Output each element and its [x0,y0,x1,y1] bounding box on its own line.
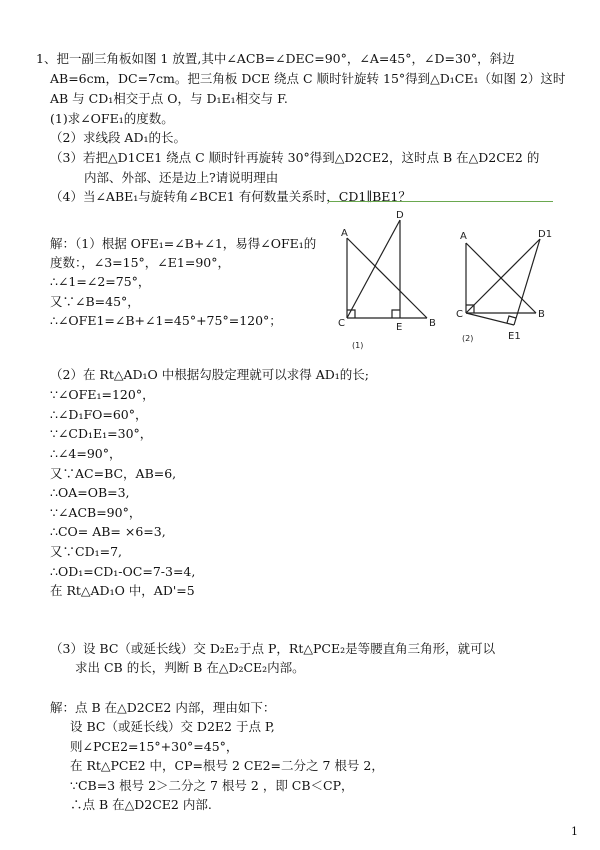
fig2-line-ce1 [466,313,514,325]
sol3-line-3: 解：点 B 在△D2CE2 内部，理由如下： [50,700,276,715]
sol3-line-4: 设 BC（或延长线）交 D2E2 于点 P, [70,719,275,734]
fig2-label-d1: D1 [538,229,553,240]
sol2-line-4: ∵∠CD₁E₁=30°， [50,426,153,441]
question-3-a: （3）若把△D1CE1 绕点 C 顺时针再旋转 30°得到△D2CE2，这时点 B 在△D2CE2 的 [50,150,540,165]
fig2-label-b: B [538,309,545,320]
fig1-line-dc [347,220,400,318]
problem-line-3: AB 与 CD₁相交于点 O，与 D₁E₁相交与 F. [50,91,288,106]
sol1-line-2: 度数：，∠3=15°，∠E1=90°， [50,255,230,270]
problem-line-2: AB=6cm，DC=7cm。把三角板 DCE 绕点 C 顺时针旋转 15°得到△D₁CE₁（如图 2）这时 [50,71,566,86]
question-2: （2）求线段 AD₁的长。 [50,130,186,145]
fig1-label-e: E [396,322,403,333]
sol3-line-5: 则∠PCE2=15°+30°=45°， [70,739,239,754]
sol2-line-6: 又∵AC=BC，AB=6, [50,466,177,481]
fig1-label-a: A [341,228,348,239]
problem-line-1: 1、把一副三角板如图 1 放置,其中∠ACB=∠DEC=90°，∠A=45°，∠D=30°，斜边 [36,51,515,66]
sol2-line-12: 在 Rt△AD₁O 中，AD'=5 [50,583,195,598]
accent-divider [328,201,553,202]
sol3-line-7: ∵CB=3 根号 2＞二分之 7 根号 2 ，即 CB＜CP， [70,778,354,793]
sol2-line-3: ∴∠D₁FO=60°， [50,407,148,422]
fig2-label-e1: E1 [508,331,521,342]
sol3-line-8: ∴点 B 在△D2CE2 内部. [70,797,212,812]
sol2-line-2: ∵∠OFE₁=120°， [50,387,155,402]
sol2-line-1: （2）在 Rt△AD₁O 中根据勾股定理就可以求得 AD₁的长; [50,367,370,382]
sol3-line-2: 求出 CB 的长，判断 B 在△D₂CE₂内部。 [75,660,305,675]
sol2-line-5: ∴∠4=90°， [50,446,122,461]
question-1: (1)求∠OFE₁的度数。 [50,111,174,126]
sol2-line-8: ∵∠ACB=90°， [50,505,142,520]
figure-1 [332,208,442,358]
sol2-line-7: ∴OA=OB=3, [50,485,130,500]
question-4: （4）当∠ABE₁与旋转角∠BCE1 有何数量关系时，CD1∥BE1？ [50,189,411,204]
page-number: 1 [571,825,578,838]
sol3-line-6: 在 Rt△PCE2 中，CP=根号 2 CE2=二分之 7 根号 2， [70,758,384,773]
fig2-caption: (2) [462,334,474,343]
sol1-line-1: 解：（1）根据 OFE₁=∠B+∠1，易得∠OFE₁的 [50,236,317,251]
sol1-line-3: ∴∠1=∠2=75°， [50,274,151,289]
sol2-line-9: ∴CO= AB= ×6=3, [50,524,166,539]
sol2-line-11: ∴OD₁=CD₁-OC=7-3=4, [50,564,196,579]
sol1-line-4: 又∵∠B=45°， [50,294,140,309]
fig1-line-ab [347,238,427,318]
fig2-label-c: C [456,309,463,320]
fig1-label-b: B [429,318,436,329]
fig1-label-d: D [396,210,404,221]
fig1-label-c: C [338,318,345,329]
question-3-b: 内部、外部、还是边上?请说明理由 [84,170,279,185]
sol2-line-10: 又∵CD₁=7, [50,544,122,559]
fig1-caption: (1) [352,341,364,350]
sol1-line-5: ∴∠OFE1=∠B+∠1=45°+75°=120°； [50,313,282,328]
figure-2 [452,225,562,355]
sol3-line-1: （3）设 BC（或延长线）交 D₂E₂于点 P，Rt△PCE₂是等腰直角三角形，就可以 [50,641,496,656]
fig2-label-a: A [460,231,467,242]
fig1-right-angle-e [392,310,400,318]
